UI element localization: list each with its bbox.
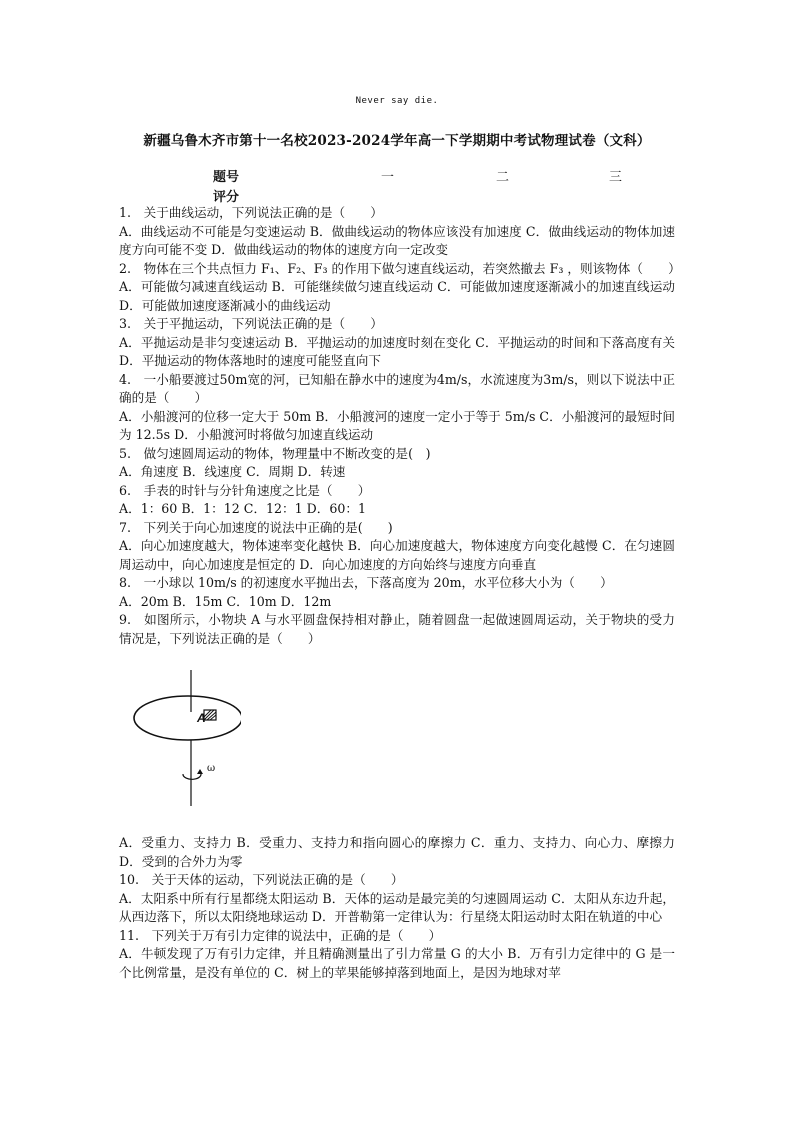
question-list xyxy=(119,204,681,982)
question-9-options: A．受重力、支持力 B．受重力、支持力和指向圆心的摩擦力 C．重力、支持力、向心力、摩擦力 D．受到的合外力为零 xyxy=(119,835,675,869)
question-6-stem: 6. 手表的时针与分针角速度之比是（ ） xyxy=(119,482,371,498)
question-3-options: A．平抛运动是非匀变速运动 B．平抛运动的加速度时刻在变化 C．平抛运动的时间和下落高度有关 D．平抛运动的物体落地时的速度可能竖直向下 xyxy=(119,334,675,368)
score-table-col-3: 三 xyxy=(609,170,623,185)
rotating-disc-diagram xyxy=(131,666,241,826)
question-4-options: A．小船渡河的位移一定大于 50m B．小船渡河的速度一定小于等于 5m/s C．小船渡河的最短时间为 12.5s D．小船渡河时将做匀加速直线运动 xyxy=(119,408,676,442)
omega-label: ω xyxy=(207,763,216,774)
block-a-label: A xyxy=(197,711,206,725)
rotating-disc-figure xyxy=(119,648,675,834)
score-table-col-2: 二 xyxy=(496,170,510,185)
question-5-options: A．角速度 B．线速度 C．周期 D．转速 xyxy=(119,464,346,479)
question-8-stem: 8. 一小球以 10m/s 的初速度水平抛出去，下落高度为 20m，水平位移大小为（ ） xyxy=(119,575,613,590)
question-3-stem: 3. 关于平抛运动，下列说法正确的是（ ） xyxy=(119,316,383,331)
score-table-row-label-number: 题号 xyxy=(213,170,240,185)
question-7-stem: 7. 下列关于向心加速度的说法中正确的是( ) xyxy=(119,519,393,535)
question-9-stem: 9. 如图所示，小物块 A 与水平圆盘保持相对静止，随着圆盘一起做速圆周运动，关于物块的受力情况是，下列说法正确的是（ ） xyxy=(119,612,675,646)
question-10-stem: 10. 关于天体的运动，下列说法正确的是（ ） xyxy=(119,872,404,887)
question-2-stem: 2. 物体在三个共点恒力 F₁、F₂、F₃ 的作用下做匀速直线运动，若突然撤去 F₃ ，则该物体（ ） xyxy=(119,260,681,276)
question-1-stem: 1. 关于曲线运动，下列说法正确的是（ ） xyxy=(119,205,383,220)
question-8-options: A．20m B．15m C．10m D．12m xyxy=(119,593,332,609)
question-4-stem: 4. 一小船要渡过50m宽的河，已知船在静水中的速度为4m/s，水流速度为3m/s，则以下说法中正确的是（ ） xyxy=(119,371,675,405)
exam-title: 新疆乌鲁木齐市第十一名校2023-2024学年高一下学期期中考试物理试卷（文科） xyxy=(143,133,651,149)
question-1-options: A．曲线运动不可能是匀变速运动 B．做曲线运动的物体应该没有加速度 C．做曲线运动的物体加速度方向可能不变 D．做曲线运动的物体的速度方向一定改变 xyxy=(119,223,675,257)
question-7-options: A．向心加速度越大，物体速率变化越快 B．向心加速度越大，物体速度方向变化越慢 C．在匀速圆周运动中，向心加速度是恒定的 D．向心加速度的方向始终与速度方向垂直 xyxy=(119,538,675,572)
page-header-motto: Never say die. xyxy=(355,96,439,106)
question-11-options: A．牛顿发现了万有引力定律，并且精确测量出了引力常量 G 的大小 B．万有引力定律中的 G 是一个比例常量，是没有单位的 C．树上的苹果能够掉落到地面上，是因为地球对苹 xyxy=(119,946,675,980)
question-2-options: A．可能做匀减速直线运动 B．可能继续做匀速直线运动 C．可能做加速度逐渐减小的加速直线运动 D．可能做加速度逐渐减小的曲线运动 xyxy=(119,279,675,313)
question-5-stem: 5. 做匀速圆周运动的物体，物理量中不断改变的是( ) xyxy=(119,445,431,461)
question-6-options: A．1：60 B．1：12 C．12：1 D．60：1 xyxy=(119,501,366,516)
score-table-col-1: 一 xyxy=(381,170,395,185)
question-10-options: A．太阳系中所有行星都绕太阳运动 B．天体的运动是最完美的匀速圆周运动 C．太阳从东边升起，从西边落下，所以太阳绕地球运动 D．开普勒第一定律认为：行星绕太阳运动时太阳在轨道的中心 xyxy=(119,890,675,924)
question-11-stem: 11. 下列关于万有引力定律的说法中，正确的是（ ） xyxy=(119,927,442,943)
score-table-row-label-score: 评分 xyxy=(213,190,240,205)
